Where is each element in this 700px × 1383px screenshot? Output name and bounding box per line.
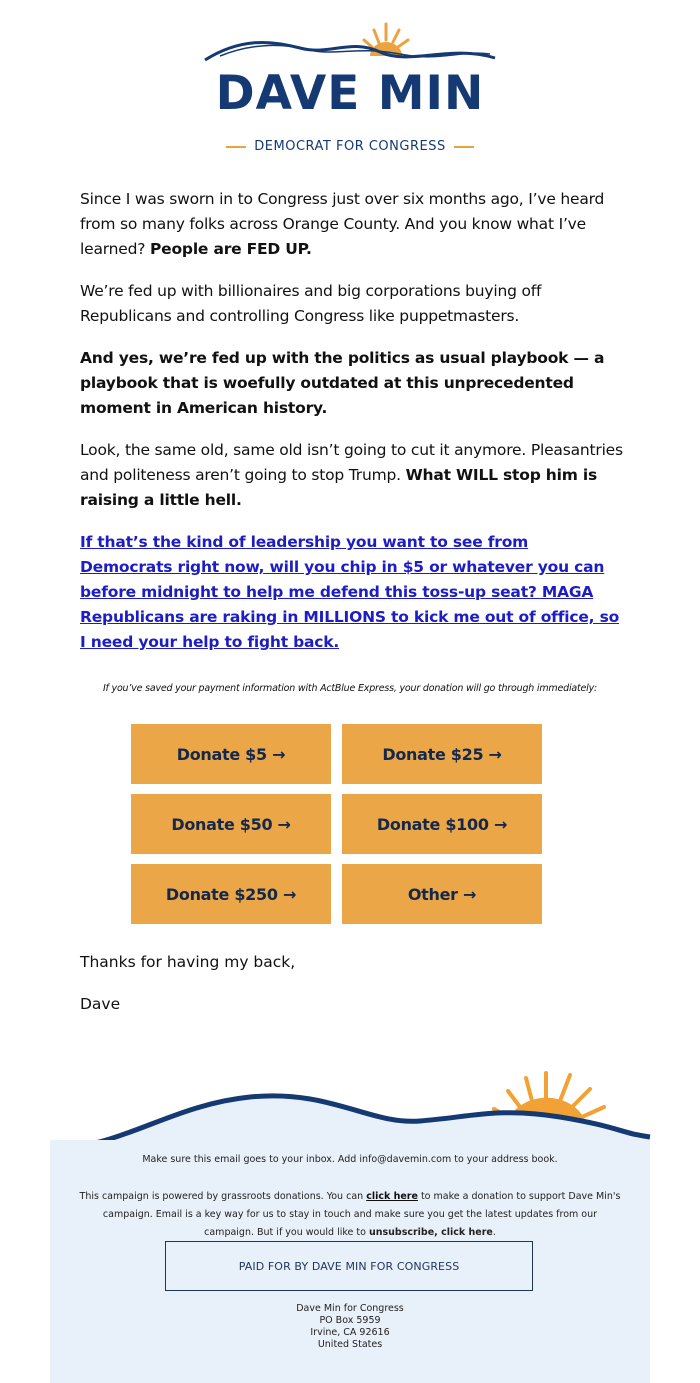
donate-50-button[interactable]: Donate $50 → [131, 794, 331, 854]
donate-click-here-link[interactable]: click here [366, 1191, 418, 1202]
logo-tagline [200, 139, 500, 155]
donate-250-button[interactable]: Donate $250 → [131, 864, 331, 924]
inbox-note: Make sure this email goes to your inbox. Add info@davemin.com to your address book. [142, 1154, 558, 1165]
email-body [80, 187, 625, 672]
paragraph-1: Since I was sworn in to Congress just over six months ago, I’ve heard from so many folks across Orange County. And you know what I’ve learned? People are FED UP. [80, 190, 605, 258]
address-line: PO Box 5959 [319, 1315, 381, 1326]
address-line: United States [317, 1339, 383, 1350]
tagline-rule-left [226, 146, 246, 148]
address-line: Dave Min for Congress [296, 1303, 404, 1314]
paragraph-3: And yes, we’re fed up with the politics as usual playbook — a playbook that is woefully outdated at this unprecedented moment in American history. [80, 349, 605, 417]
mailing-address [50, 1303, 650, 1351]
tagline-rule-right [454, 146, 474, 148]
donate-5-button[interactable]: Donate $5 → [131, 724, 331, 784]
donate-100-button[interactable]: Donate $100 → [342, 794, 542, 854]
footer-sun-hills-icon [0, 1045, 700, 1155]
logo [200, 18, 500, 154]
grassroots-note: This campaign is powered by grassroots donations. You can click here to make a donation to support Dave Min's campaign. Email is a key way for us to stay in touch and make sure you get the latest updates from our campaign. But if you would like to unsubscribe, click here. [79, 1191, 621, 1238]
paid-for-disclaimer: PAID FOR BY DAVE MIN FOR CONGRESS [165, 1241, 533, 1291]
signoff-name: Dave [80, 995, 121, 1013]
mountain-sun-icon [200, 18, 500, 73]
unsubscribe-link[interactable]: unsubscribe, click here [368, 1227, 493, 1238]
paragraph-2: We’re fed up with billionaires and big corporations buying off Republicans and controlling Congress like puppetmasters. [80, 282, 542, 325]
donate-25-button[interactable]: Donate $25 → [342, 724, 542, 784]
logo-wordmark: DAVE MIN [215, 66, 485, 121]
donate-cta-link[interactable]: If that’s the kind of leadership you want to see from Democrats right now, will you chip in $5 or whatever you can before midnight to help me defend this toss-up seat? MAGA Republicans are raking in MILLIONS to kick me out of office, so I need your help to fight back. [80, 533, 620, 651]
email-footer [50, 1140, 650, 1383]
cta-paragraph [80, 530, 625, 655]
address-line: Irvine, CA 92616 [310, 1327, 390, 1338]
paragraph-4: Look, the same old, same old isn’t going to cut it anymore. Pleasantries and politeness aren’t going to stop Trump. What WILL stop him is raising a little hell. [80, 441, 623, 509]
tagline-text: DEMOCRAT FOR CONGRESS [254, 139, 446, 154]
signoff-thanks: Thanks for having my back, [80, 953, 296, 971]
donate-other-button[interactable]: Other → [342, 864, 542, 924]
actblue-fine-print: If you’ve saved your payment information with ActBlue Express, your donation will go through immediately: [102, 683, 598, 694]
